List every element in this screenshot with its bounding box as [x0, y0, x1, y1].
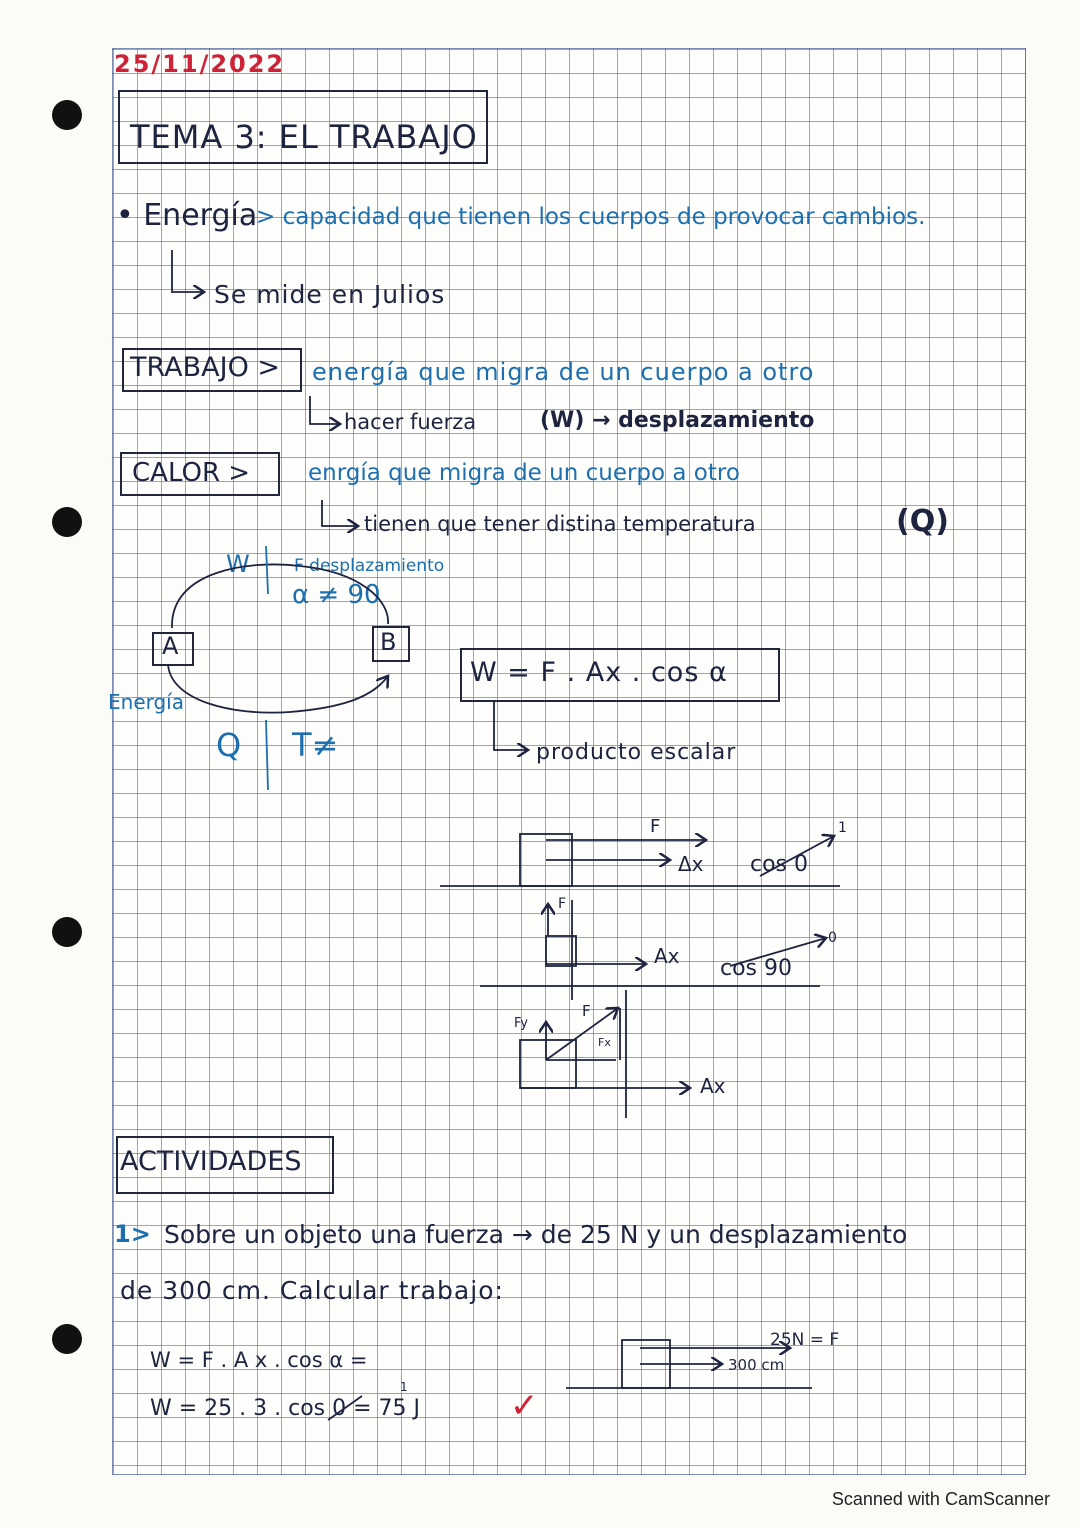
page-title: TEMA 3: EL TRABAJO	[130, 118, 478, 156]
trabajo-label: TRABAJO >	[130, 352, 281, 383]
check-mark-icon: ✓	[510, 1386, 539, 1426]
trabajo-sub-b: (W) → desplazamiento	[540, 408, 815, 433]
trabajo-sub-a: hacer fuerza	[344, 410, 477, 434]
problem-line-1: Sobre un objeto una fuerza → de 25 N y un desplazamiento	[164, 1220, 908, 1249]
fig-force-label: 25N = F	[770, 1330, 840, 1350]
vec2-zero: 0	[828, 930, 837, 946]
vec2-f-label: F	[558, 896, 567, 912]
scanner-watermark: Scanned with CamScanner	[831, 1489, 1050, 1509]
date: 25/11/2022	[114, 50, 286, 78]
activity-one: 1	[400, 1380, 408, 1394]
node-a: A	[162, 632, 179, 660]
vec2-ax-label: Ax	[654, 944, 680, 968]
problem-number: 1>	[114, 1220, 151, 1248]
diagram-energia: Energía	[108, 690, 184, 714]
formula-text: W = F . Ax . cos α	[470, 657, 728, 688]
calor-definition: enrgía que migra de un cuerpo a otro	[308, 460, 740, 486]
problem-line-2: de 300 cm. Calcular trabajo:	[120, 1276, 504, 1305]
trabajo-definition: energía que migra de un cuerpo a otro	[312, 358, 815, 386]
activity-formula: W = F . A x . cos α =	[150, 1348, 368, 1372]
vec1-dx-label: Δx	[678, 852, 704, 876]
energia-label: • Energía	[116, 198, 258, 233]
vec2-cos90: cos 90	[720, 956, 793, 981]
vec1-cos0: cos 0	[750, 852, 809, 877]
calor-label: CALOR >	[132, 458, 251, 488]
calor-symbol: (Q)	[896, 504, 949, 539]
diagram-t-label: T≠	[292, 726, 339, 764]
vec3-fy-label: Fy	[514, 1016, 528, 1031]
activity-result: W = 25 . 3 . cos 0 = 75 J	[150, 1396, 421, 1421]
diagram-alpha: α ≠ 90	[292, 580, 381, 610]
energia-definition: > capacidad que tienen los cuerpos de provocar cambios.	[256, 204, 926, 230]
calor-sub: tienen que tener distina temperatura	[364, 512, 756, 536]
formula-note: producto escalar	[536, 740, 737, 765]
vec1-one: 1	[838, 820, 847, 836]
vec3-ax-label: Ax	[700, 1074, 726, 1098]
vec1-f-label: F	[650, 816, 661, 837]
vec3-fx-label: Fx	[598, 1036, 611, 1049]
fig-disp-label: 300 cm	[728, 1356, 785, 1374]
node-b: B	[380, 628, 397, 656]
diagram-q-label: Q	[216, 726, 242, 764]
energia-unit-note: Se mide en Julios	[214, 280, 446, 309]
diagram-f-desplazamiento: F desplazamiento	[294, 556, 445, 576]
vec3-f-label: F	[582, 1002, 591, 1020]
diagram-w-label: W	[226, 550, 250, 578]
actividades-title: ACTIVIDADES	[120, 1146, 302, 1177]
